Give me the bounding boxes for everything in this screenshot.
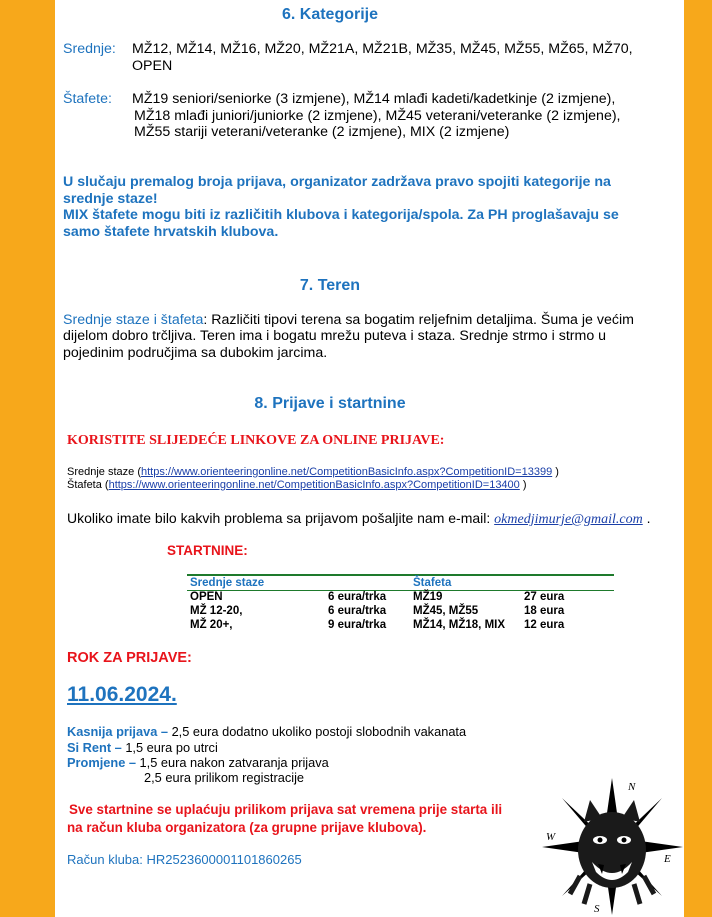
teren-text1: : Različiti tipovi terena sa bogatim reljefnim detaljima. Šuma je većim — [203, 312, 634, 328]
email-suffix: . — [642, 510, 651, 526]
fees-header-blank — [524, 576, 584, 590]
promjene-line — [67, 755, 329, 770]
stafete-label: Štafete: — [63, 91, 112, 107]
fees-table-header — [190, 576, 584, 590]
fee-relay-amount: 18 eura — [524, 605, 565, 617]
fee-category: MŽ 20+, — [190, 619, 233, 631]
srednje-link-suffix: ) — [552, 466, 559, 478]
fee-relay-amount: 12 eura — [524, 619, 565, 631]
promjene-label: Promjene – — [67, 755, 140, 770]
merge-note-line2: srednje staze! — [63, 191, 158, 207]
fee-category: OPEN — [190, 591, 223, 603]
fee-relay-category: MŽ14, MŽ18, MIX — [413, 619, 506, 631]
srednje-label: Srednje: — [63, 41, 116, 57]
email-link[interactable]: okmedjimurje@gmail.com — [494, 512, 643, 527]
promjene-text1: 1,5 eura nakon zatvaranja prijava — [139, 755, 329, 770]
kasnija-line — [67, 724, 466, 739]
rent-label: Si Rent – — [67, 740, 126, 755]
fee-relay-category: MŽ19 — [413, 591, 443, 603]
links-heading: KORISTITE SLIJEDEĆE LINKOVE ZA ONLINE PRIJAVE: — [67, 433, 445, 448]
table-row — [190, 618, 584, 632]
rent-line — [67, 740, 218, 755]
compass-letter-e: E — [664, 853, 671, 865]
payment-note-line1: Sve startnine se uplaćuju prilikom prijava sat vremena prije starta ili — [69, 802, 503, 817]
kasnija-label: Kasnija prijava – — [67, 724, 172, 739]
problem-line — [67, 510, 651, 528]
fee-relay-amount: 27 eura — [524, 591, 565, 603]
srednje-registration-link[interactable]: https://www.orienteeringonline.net/CompetitionBasicInfo.aspx?CompetitionID=13399 — [140, 466, 553, 478]
fees-header-blank — [328, 576, 413, 590]
teren-label: Srednje staze i štafeta — [63, 312, 204, 328]
startnine-label: STARTNINE: — [167, 543, 248, 558]
fee-amount: 9 eura/trka — [328, 619, 387, 631]
stafete-line2: MŽ18 mlađi juniori/juniorke (2 izmjene), MŽ45 veterani/veteranke (2 izmjene), — [134, 108, 621, 124]
promjene-text2: 2,5 eura prilikom registracije — [144, 770, 305, 785]
table-row — [190, 604, 584, 618]
mix-note-line1: MIX štafete mogu biti iz različitih klubova i kategorija/spola. Za PH proglašavaju se — [63, 207, 619, 223]
compass-letter-w: W — [546, 831, 556, 843]
fee-amount: 6 eura/trka — [328, 591, 387, 603]
compass-letter-s: S — [594, 903, 600, 915]
teren-line2: dijelom dobro trčljiva. Teren ima i bogatu mrežu puteva i staza. Srednje strmo i strmo u — [63, 328, 607, 344]
right-orange-border — [684, 0, 712, 917]
srednje-link-line — [67, 466, 559, 479]
teren-line3: pojedinim područjima sa dubokim jarcima. — [63, 345, 328, 361]
mix-note-line2: samo štafete hrvatskih klubova. — [63, 224, 279, 240]
teren-line1 — [63, 312, 634, 329]
fees-header-srednje: Srednje staze — [190, 577, 265, 589]
kasnija-text: 2,5 eura dodatno ukoliko postoji slobodnih vakanata — [171, 724, 467, 739]
fee-relay-category: MŽ45, MŽ55 — [413, 605, 479, 617]
stafete-line3: MŽ55 stariji veterani/veteranke (2 izmjene), MIX (2 izmjene) — [134, 124, 510, 140]
fee-category: MŽ 12-20, — [190, 605, 243, 617]
deadline-date: 11.06.2024. — [67, 683, 177, 706]
srednje-link-prefix: Srednje staze ( — [67, 466, 141, 478]
stafeta-link-prefix: Štafeta ( — [67, 479, 109, 491]
problem-text: Ukoliko imate bilo kakvih problema sa prijavom pošaljite nam e-mail: — [67, 510, 495, 526]
merge-note-line1: U slučaju premalog broja prijava, organizator zadržava pravo spojiti kategorije na — [63, 174, 611, 190]
rok-label: ROK ZA PRIJAVE: — [67, 650, 192, 666]
section-8-title: 8. Prijave i startnine — [254, 395, 406, 412]
payment-note-line2: na račun kluba organizatora (za grupne prijave klubova). — [67, 820, 427, 835]
stafete-line1: MŽ19 seniori/seniorke (3 izmjene), MŽ14 mlađi kadeti/kadetkinje (2 izmjene), — [132, 91, 616, 107]
fees-table — [190, 576, 584, 632]
rent-text: 1,5 eura po utrci — [125, 740, 218, 755]
left-orange-border — [0, 0, 55, 917]
stafeta-link-line — [67, 479, 527, 492]
section-6-title: 6. Kategorije — [281, 6, 379, 23]
fees-header-stafeta: Štafeta — [413, 577, 452, 589]
srednje-categories-line2: OPEN — [132, 58, 173, 74]
stafeta-registration-link[interactable]: https://www.orienteeringonline.net/CompetitionBasicInfo.aspx?CompetitionID=13400 — [108, 479, 520, 491]
fee-amount: 6 eura/trka — [328, 605, 387, 617]
club-account: Račun kluba: HR2523600001101860265 — [67, 852, 302, 867]
section-7-title: 7. Teren — [299, 277, 361, 294]
club-logo — [540, 776, 685, 917]
compass-letter-n: N — [628, 781, 636, 793]
srednje-categories-line1: MŽ12, MŽ14, MŽ16, MŽ20, MŽ21A, MŽ21B, MŽ35, MŽ45, MŽ55, MŽ65, MŽ70, — [132, 41, 633, 57]
table-row — [190, 590, 584, 604]
stafeta-link-suffix: ) — [519, 479, 527, 491]
